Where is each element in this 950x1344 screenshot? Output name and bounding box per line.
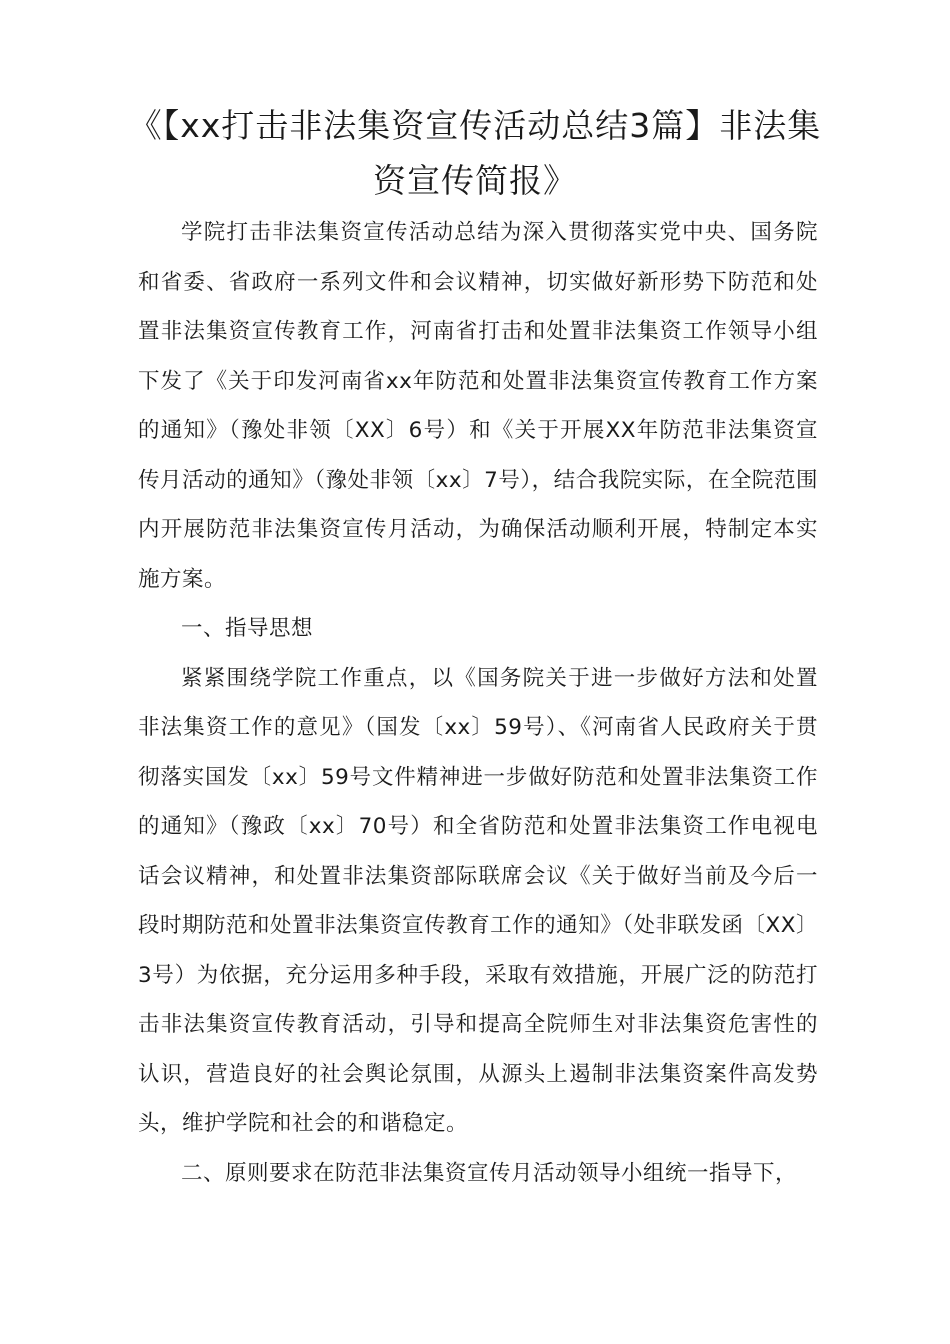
section-heading-guiding-ideology: 一、指导思想 bbox=[181, 616, 314, 641]
paragraph-intro: 学院打击非法集资宣传活动总结为深入贯彻落实党中央、国务院和省委、省政府一系列文件和会议精神，切实做好新形势下防范和处置非法集资宣传教育工作，河南省打击和处置非法集资工作领导小组下发了《关于印发河南省xx年防范和处置非法集资宣传教育工作方案的通知》（豫处非领〔XX〕6号）和《关于开展XX年防范非法集资宣传月活动的通知》（豫处非领〔xx〕7号），结合我院实际，在全院范围内开展防范非法集资宣传月活动，为确保活动顺利开展，特制定本实施方案。 bbox=[138, 220, 818, 592]
document-body bbox=[138, 208, 818, 1198]
section-heading-principles: 二、原则要求在防范非法集资宣传月活动领导小组统一指导下， bbox=[181, 1160, 798, 1186]
paragraph-guiding-ideology: 紧紧围绕学院工作重点，以《国务院关于进一步做好方法和处置非法集资工作的意见》（国发〔xx〕59号）、《河南省人民政府关于贯彻落实国发〔xx〕59号文件精神进一步做好防范和处置非法集资工作的通知》（豫政〔xx〕70号）和全省防范和处置非法集资工作电视电话会议精神，和处置非法集资部际联席会议《关于做好当前及今后一段时期防范和处置非法集资宣传教育工作的通知》（处非联发函〔XX〕3号）为依据，充分运用多种手段，采取有效措施，开展广泛的防范打击非法集资宣传教育活动，引导和提高全院师生对非法集资危害性的认识，营造良好的社会舆论氛围，从源头上遏制非法集资案件高发势头，维护学院和社会的和谐稳定。 bbox=[138, 665, 818, 1136]
document-title: 《【xx打击非法集资宣传活动总结3篇】非法集资宣传简报》 bbox=[128, 106, 822, 200]
